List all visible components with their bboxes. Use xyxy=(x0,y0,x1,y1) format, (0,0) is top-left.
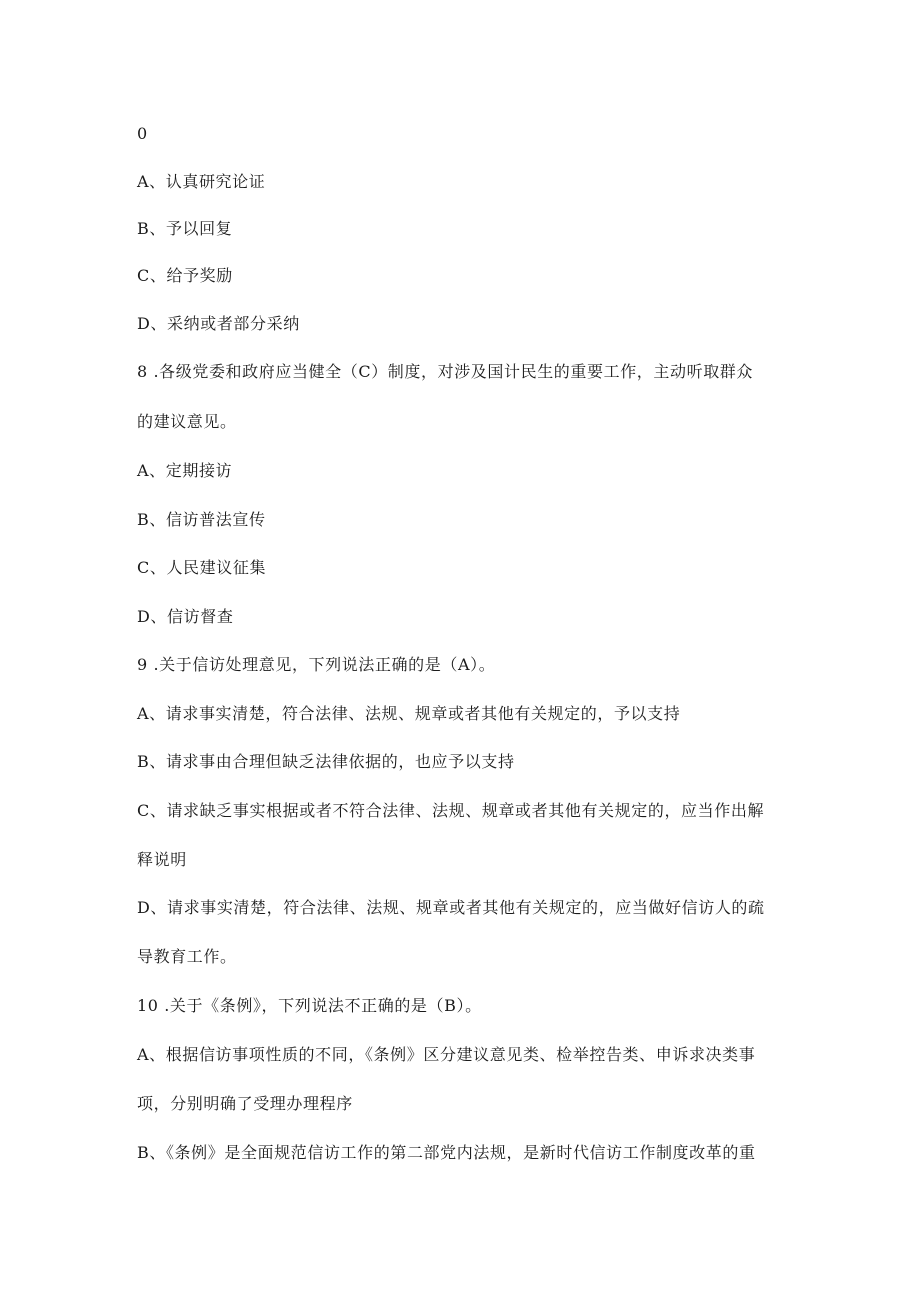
question-7-option-b: B、予以回复 xyxy=(137,219,233,238)
question-7-stem-end: 0 xyxy=(137,124,148,143)
question-10-stem: 10 .关于《条例》，下列说法不正确的是（B）。 xyxy=(137,996,482,1015)
question-10-option-b: B、《条例》是全面规范信访工作的第二部党内法规，是新时代信访工作制度改革的重 xyxy=(137,1143,756,1162)
question-9-option-d-continued: 导教育工作。 xyxy=(137,947,237,966)
question-7-option-d: D、采纳或者部分采纳 xyxy=(137,314,300,333)
question-9-option-c-continued: 释说明 xyxy=(137,850,187,869)
question-7-option-c: C、给予奖励 xyxy=(137,266,233,285)
question-9-option-c: C、请求缺乏事实根据或者不符合法律、法规、规章或者其他有关规定的，应当作出解 xyxy=(137,801,765,820)
question-8-stem: 8 .各级党委和政府应当健全（C）制度，对涉及国计民生的重要工作，主动听取群众 xyxy=(137,362,753,381)
question-9-option-b: B、请求事由合理但缺乏法律依据的，也应予以支持 xyxy=(137,752,515,771)
question-7-option-a: A、认真研究论证 xyxy=(137,172,266,191)
question-8-option-a: A、定期接访 xyxy=(137,461,233,480)
question-8-option-c: C、人民建议征集 xyxy=(137,558,267,577)
question-8-option-b: B、信访普法宣传 xyxy=(137,510,266,529)
question-8-option-d: D、信访督查 xyxy=(137,607,234,626)
question-10-option-a: A、根据信访事项性质的不同，《条例》区分建议意见类、检举控告类、申诉求决类事 xyxy=(137,1045,756,1064)
question-8-stem-continued: 的建议意见。 xyxy=(137,412,237,431)
question-10-option-a-continued: 项，分别明确了受理办理程序 xyxy=(137,1094,353,1113)
question-9-option-a: A、请求事实清楚，符合法律、法规、规章或者其他有关规定的，予以支持 xyxy=(137,704,681,723)
question-9-stem: 9 .关于信访处理意见，下列说法正确的是（A）。 xyxy=(137,655,496,674)
question-9-option-d: D、请求事实清楚，符合法律、法规、规章或者其他有关规定的，应当做好信访人的疏 xyxy=(137,898,765,917)
